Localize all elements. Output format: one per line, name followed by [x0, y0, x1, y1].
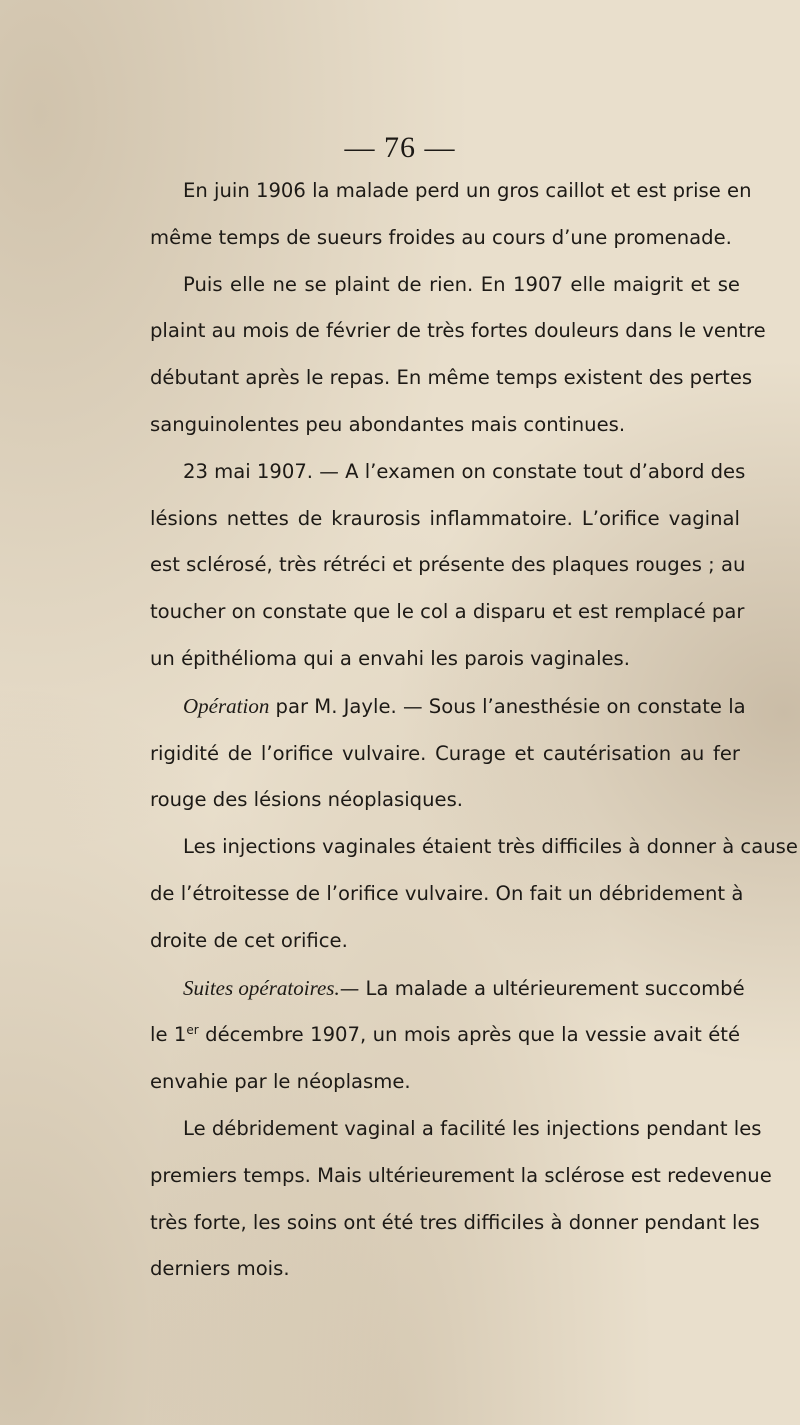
text-line: [120, 683, 746, 731]
text-line: même temps de sueurs froides au cours d’une promenade.: [150, 225, 732, 249]
italic-lead: Suites opératoires.: [183, 975, 340, 1000]
text-line: sanguinolentes peu abondantes mais continues.: [150, 412, 626, 436]
paragraph-3: [120, 449, 746, 683]
text-line: très forte, les soins ont été tres difficiles à donner pendant les: [150, 1210, 760, 1234]
paragraph-4: [120, 683, 746, 824]
text-line: [120, 1012, 740, 1059]
text-line: débutant après le repas. En même temps existent des pertes: [150, 366, 753, 390]
text-line: Les injections vaginales étaient très difficiles à donner à cause: [183, 835, 798, 859]
paragraph-7: [120, 1106, 772, 1293]
text-line: envahie par le néoplasme.: [150, 1070, 411, 1094]
text-line: Puis elle ne se plaint de rien. En 1907 elle maigrit et se: [183, 272, 740, 296]
body-text: [120, 168, 798, 1293]
text-line: premiers temps. Mais ultérieurement la sclérose est redevenue: [150, 1163, 772, 1187]
text-line: derniers mois.: [150, 1257, 290, 1281]
text-run: — La malade a ultérieurement succombé: [339, 976, 745, 1000]
text-line: rigidité de l’orifice vulvaire. Curage et cautérisation au fer: [150, 741, 740, 765]
text-line: un épithélioma qui a envahi les parois vaginales.: [150, 646, 630, 670]
text-run: décembre 1907, un mois après que la vessie avait été: [198, 1023, 741, 1047]
page-number: — 76 —: [344, 131, 456, 164]
paragraph-6: [120, 965, 745, 1106]
text-line: plaint au mois de février de très fortes douleurs dans le ventre: [150, 319, 766, 343]
text-line: toucher on constate que le col a disparu et est remplacé par: [150, 600, 745, 624]
text-line: lésions nettes de kraurosis inflammatoire. L’orifice vaginal: [150, 506, 740, 530]
text-line: [120, 965, 745, 1013]
text-line: est sclérosé, très rétréci et présente des plaques rouges ; au: [150, 553, 746, 577]
text-run: le 1: [150, 1023, 187, 1047]
paragraph-1: [120, 168, 752, 262]
text-line: Le débridement vaginal a facilité les injections pendant les: [183, 1116, 762, 1140]
superscript: er: [186, 1023, 199, 1038]
paragraph-5: [120, 824, 798, 964]
text-line: droite de cet orifice.: [150, 928, 348, 952]
text-line: rouge des lésions néoplasiques.: [150, 788, 464, 812]
italic-lead: Opération: [183, 693, 270, 718]
text-line: de l’étroitesse de l’orifice vulvaire. On fait un débridement à: [150, 881, 744, 905]
text-line: En juin 1906 la malade perd un gros caillot et est prise en: [183, 179, 752, 202]
paragraph-2: [120, 262, 766, 449]
text-line: 23 mai 1907. — A l’examen on constate tout d’abord des: [183, 459, 746, 483]
text-run: par M. Jayle. — Sous l’anesthésie on constate la: [269, 694, 746, 718]
